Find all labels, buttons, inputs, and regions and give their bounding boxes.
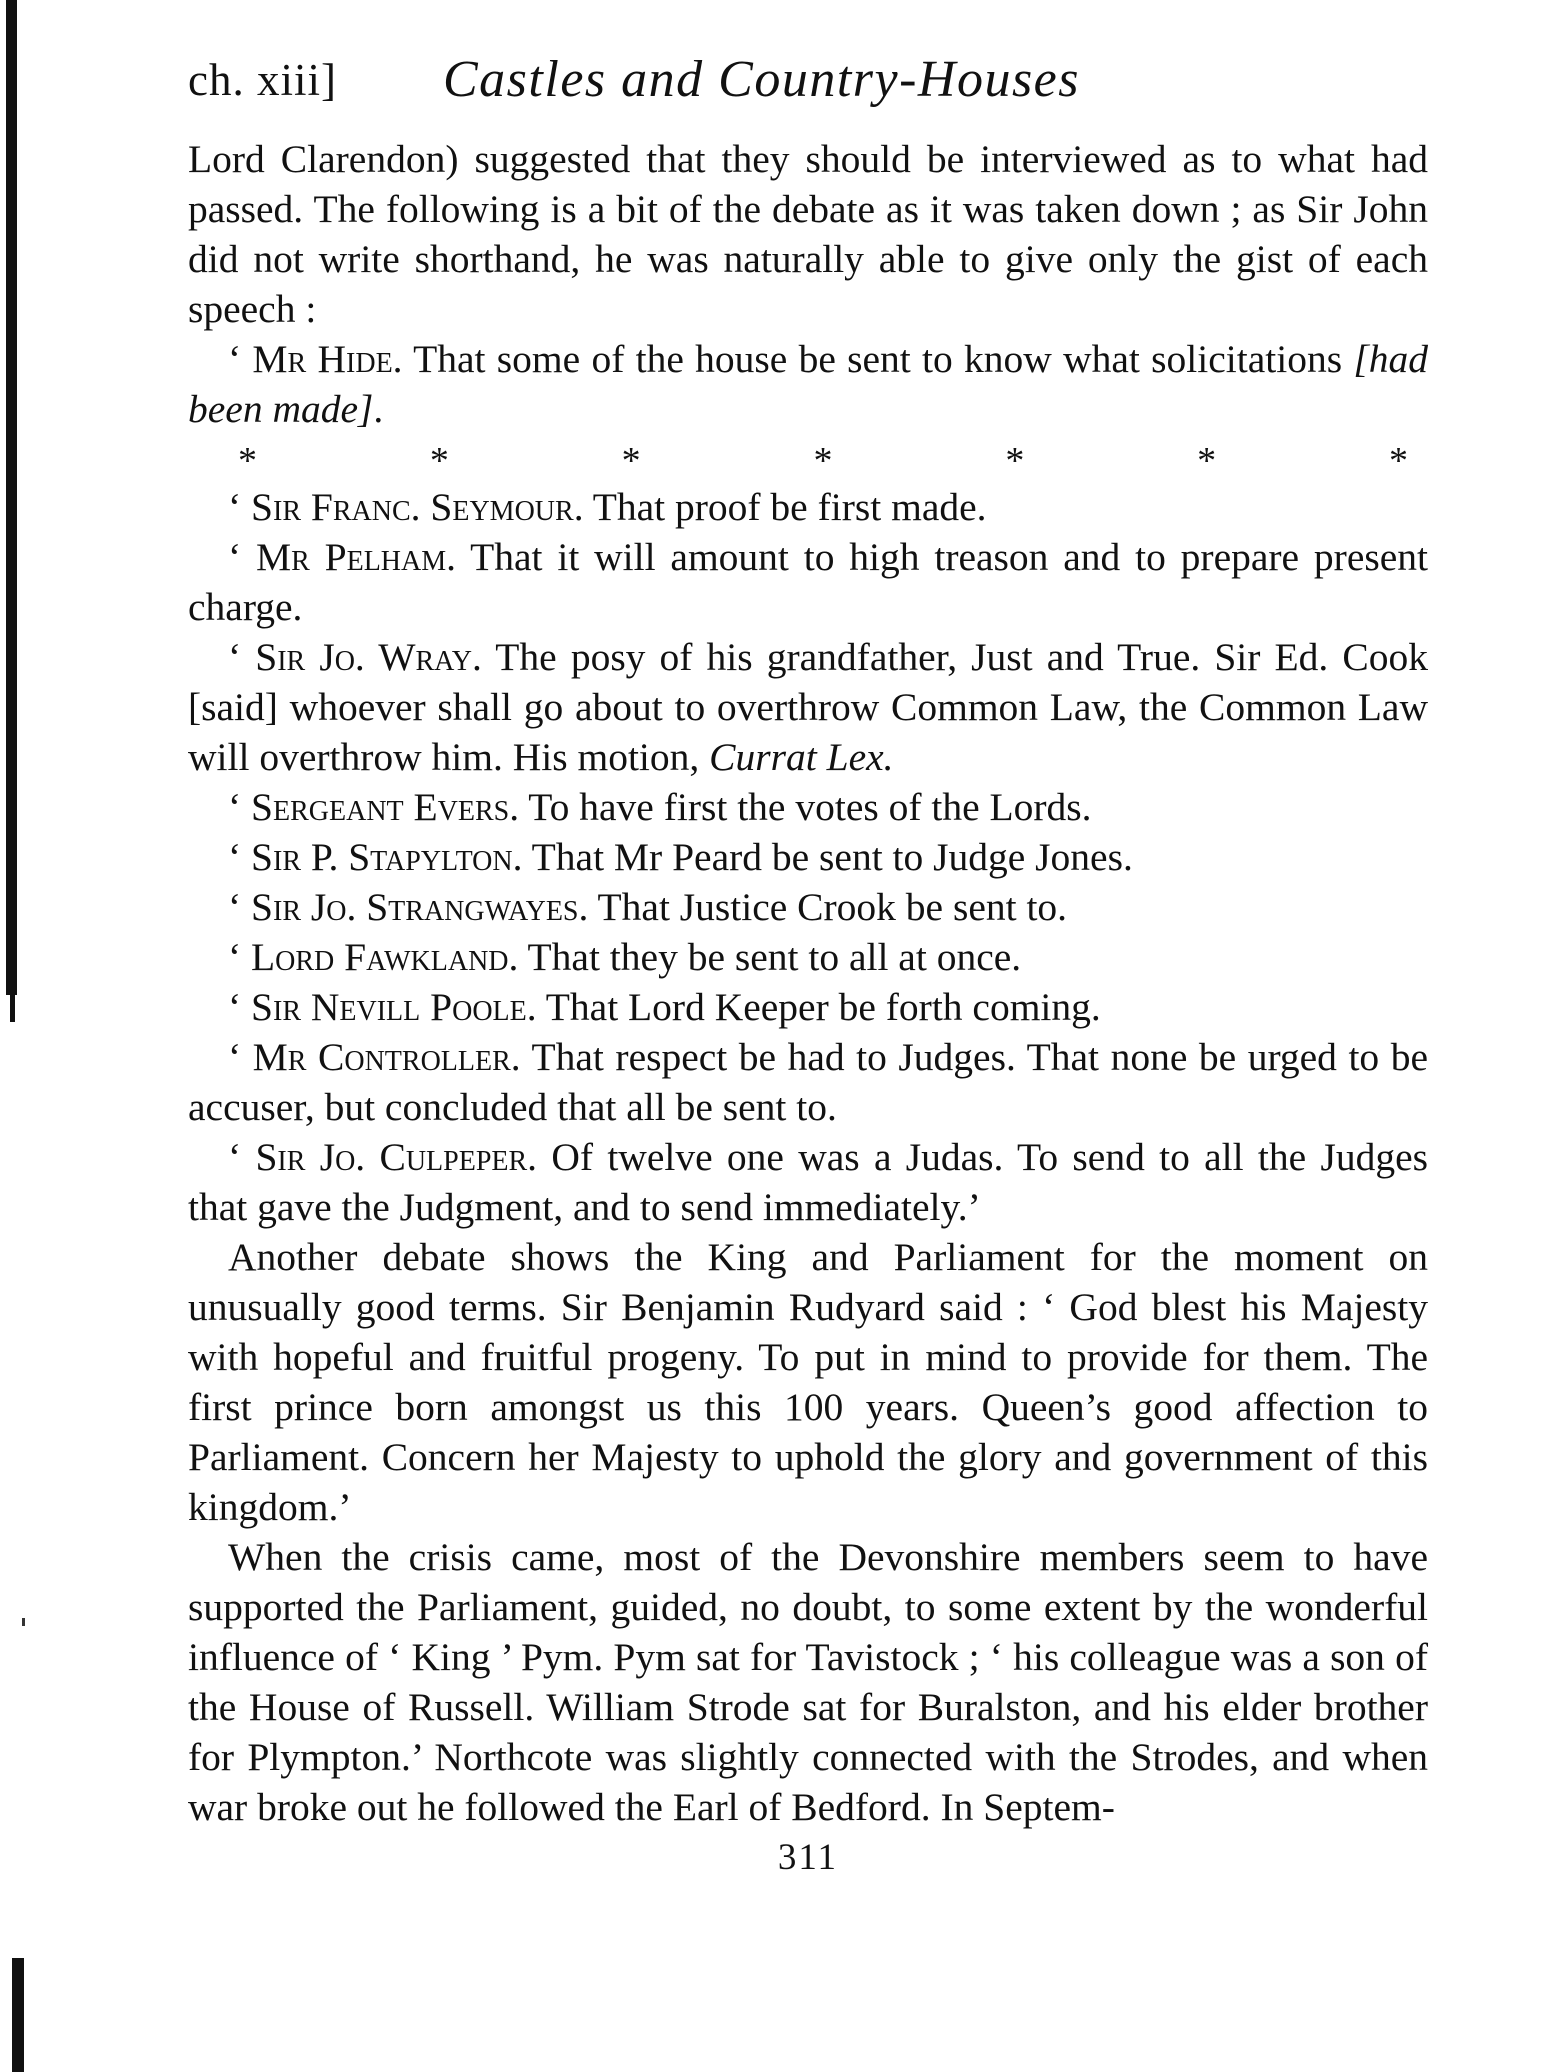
speech-entry: ‘ Sir Jo. Wray. The posy of his grandfather, Just and True. Sir Ed. Cook [said] whoever shall go about to overthrow Common Law, the Common Law will overthrow him. His motion, Currat Lex.: [188, 635, 1428, 779]
speaker-name: ‘ Sir Franc. Seymour.: [228, 485, 584, 529]
paragraph: When the crisis came, most of the Devonshire members seem to have supported the Parliament, guided, no doubt, to some extent by the wonderful influence of ‘ King ’ Pym. Pym sat for Tavistock ; ‘ his colleague was a son of the House of Russell. William Strode sat for Buralston, and his elder brother for Plympton.’ Northcote was slightly connected with the Strodes, and when war broke out he followed the Earl of Bedford. In Septem-: [188, 1535, 1428, 1829]
speaker-name: ‘ Sir Jo. Wray.: [228, 635, 482, 679]
asterisk: *: [1197, 440, 1217, 482]
page-number: 311: [777, 1837, 839, 1878]
speech-entry: ‘ Sergeant Evers. To have first the votes of the Lords.: [228, 785, 1092, 829]
scan-edge-shadow-top: [6, 0, 17, 995]
speech-entry: ‘ Sir P. Stapylton. That Mr Peard be sent to Judge Jones.: [228, 835, 1133, 879]
asterisk: *: [621, 440, 641, 482]
speech-entry: ‘ Lord Fawkland. That they be sent to all at once.: [228, 935, 1022, 979]
asterisk: *: [813, 440, 833, 482]
scan-edge-shadow-bottom: [12, 1958, 24, 2072]
speaker-name: ‘ Lord Fawkland.: [228, 935, 519, 979]
paragraph: Another debate shows the King and Parliament for the moment on unusually good terms. Sir Benjamin Rudyard said : ‘ God blest his Majesty with hopeful and fruitful progeny. To put in mind to provide for them. The first prince born amongst us this 100 years. Queen’s good affection to Parliament. Concern her Majesty to uphold the glory and government of this kingdom.’: [188, 1235, 1428, 1529]
speaker-name: ‘ Sir Jo. Culpeper.: [228, 1135, 538, 1179]
speech-entry: ‘ Sir Jo. Strangwayes. That Justice Crook be sent to.: [228, 885, 1068, 929]
asterisk: *: [429, 440, 449, 482]
scan-speck: [22, 1618, 25, 1626]
speaker-name: ‘ Sir Jo. Strangwayes.: [228, 885, 589, 929]
running-title: Castles and Country-Houses: [443, 51, 1080, 108]
speaker-name: ‘ Mr Controller.: [228, 1035, 521, 1079]
speech-entry: ‘ Mr Pelham. That it will amount to high treason and to prepare present charge.: [188, 535, 1428, 629]
chapter-label: ch. xiii]: [188, 55, 337, 105]
running-head: [188, 48, 1428, 134]
speech-entry: ‘ Sir Franc. Seymour. That proof be first made.: [228, 485, 987, 529]
speech-entry: ‘ Mr Controller. That respect be had to Judges. That none be urged to be accuser, but concluded that all be sent to.: [188, 1035, 1428, 1129]
speaker-name: ‘ Sergeant Evers.: [228, 785, 520, 829]
speaker-name: ‘ Sir Nevill Poole.: [228, 985, 537, 1029]
asterisk: *: [1005, 440, 1025, 482]
speech-entry: ‘ Mr Hide. That some of the house be sent to know what solicitations [had been made].: [188, 337, 1428, 431]
speaker-name: ‘ Mr Pelham.: [228, 535, 457, 579]
speaker-name: ‘ Mr Hide.: [228, 337, 403, 381]
speech-entry: ‘ Sir Nevill Poole. That Lord Keeper be forth coming.: [228, 985, 1101, 1029]
speech-entry: ‘ Sir Jo. Culpeper. Of twelve one was a Judas. To send to all the Judges that gave the Judgment, and to send immediately.’: [188, 1135, 1428, 1229]
scan-edge-shadow-tail: [10, 990, 15, 1022]
book-page: [188, 48, 1428, 1879]
asterisk-separator: [238, 436, 1428, 482]
body-text: [188, 134, 1428, 1832]
asterisk: *: [238, 440, 257, 482]
paragraph: Lord Clarendon) suggested that they should be interviewed as to what had passed. The following is a bit of the debate as it was taken down ; as Sir John did not write shorthand, he was naturally able to give only the gist of each speech :: [188, 137, 1428, 331]
speaker-name: ‘ Sir P. Stapylton.: [228, 835, 523, 879]
asterisk: *: [1388, 440, 1408, 482]
